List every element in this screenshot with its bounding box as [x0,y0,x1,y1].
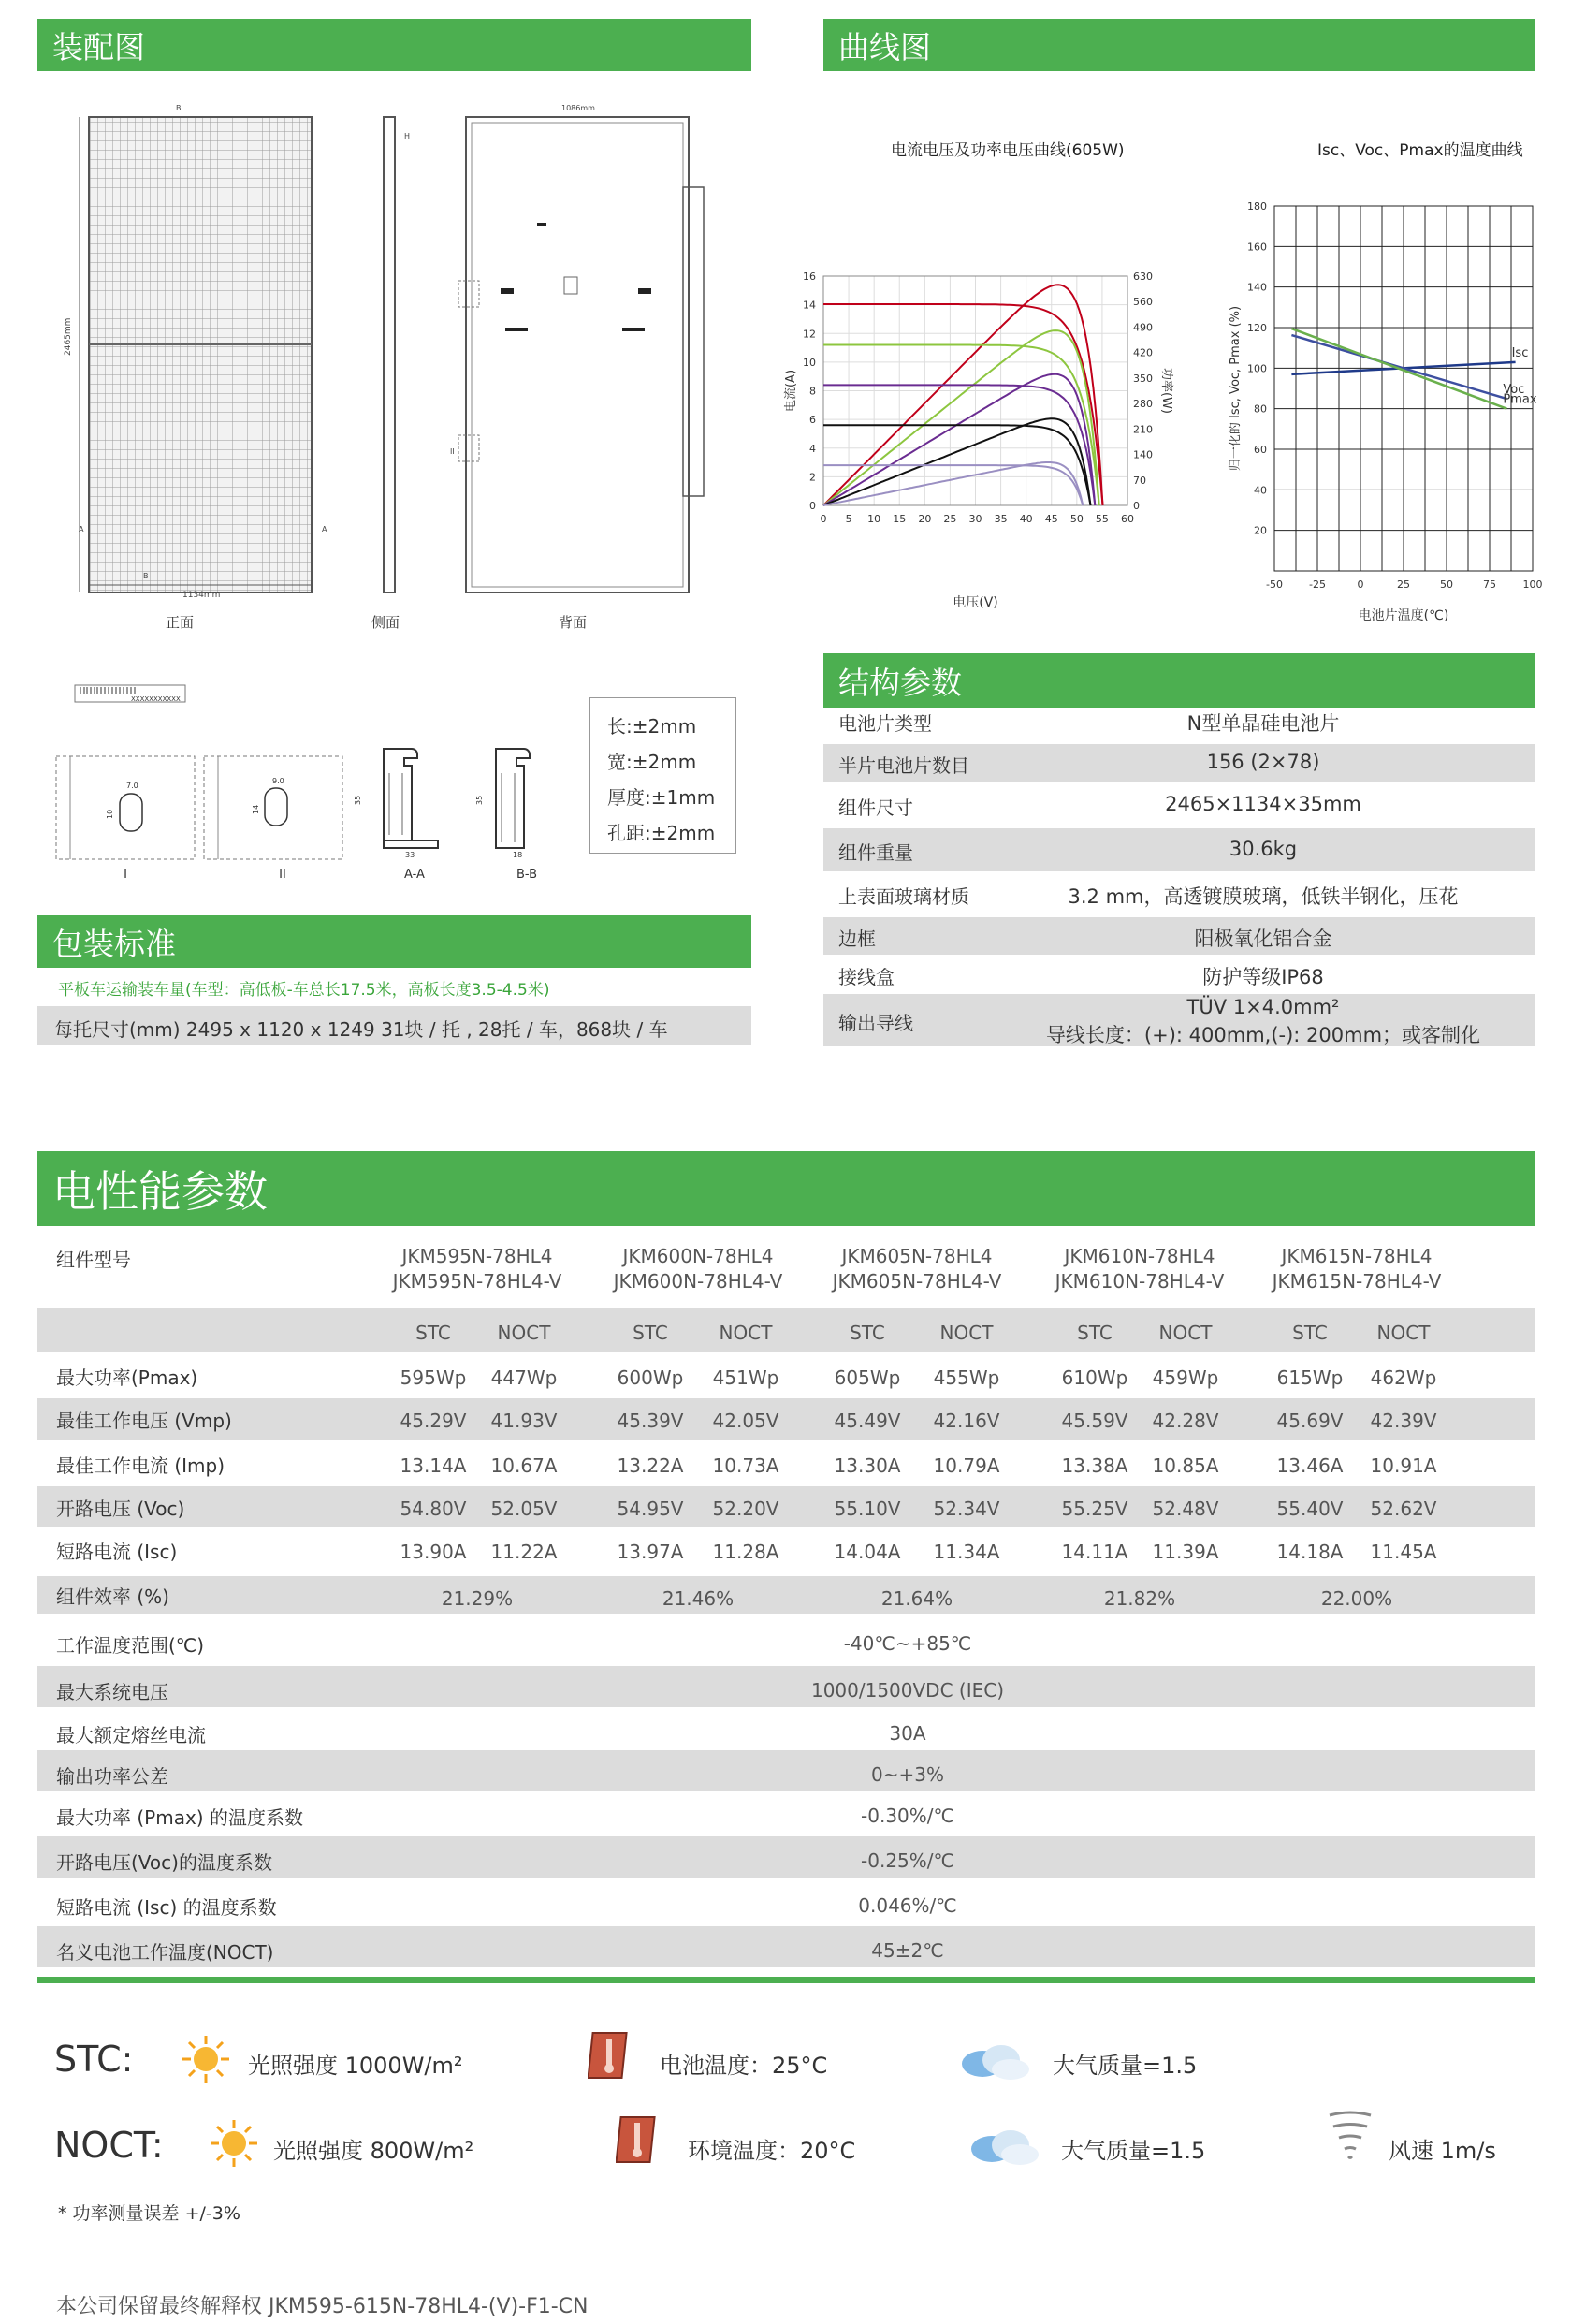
dim-inner-width: 1086mm [561,104,595,112]
x-tick-label: 50 [1440,578,1453,591]
x-axis-label: 电池片温度(℃) [1358,608,1449,623]
row-value: 11.34A [933,1541,1000,1563]
y2-tick-label: 0 [1133,500,1140,512]
row-value: 42.05V [712,1410,779,1432]
common-value: -0.30%/℃ [861,1805,954,1827]
y2-tick-label: 210 [1133,423,1153,436]
structure-value: N型单晶硅电池片 [1186,712,1340,735]
noct-column-label: NOCT [1158,1322,1213,1344]
stc-label: STC: [54,2039,134,2080]
iv-curve-5 [823,465,1083,505]
pv-curve-5 [823,462,1083,505]
iv-chart-title: 电流电压及功率电压曲线(605W) [891,141,1125,160]
row-value: 11.28A [712,1541,779,1563]
model-label: 组件型号 [56,1249,131,1271]
mark-b-top: B [176,104,182,112]
dim-35-aa: 35 [354,795,362,805]
section-assembly-header [37,19,751,71]
dim-18: 18 [513,851,523,859]
row-value: 10.79A [933,1454,1000,1477]
stc-irradiance: 光照强度 1000W/m² [248,2053,463,2079]
row-value: 595Wp [400,1367,467,1389]
y2-tick-label: 280 [1133,398,1153,411]
mark-a-right: A [322,525,327,533]
row-value: 52.48V [1152,1498,1219,1520]
y-tick-label: 160 [1247,241,1267,254]
packaging-note: 平板车运输装车量(车型：高低板-车总长17.5米，高板长度3.5-4.5米) [58,981,550,1000]
model-name-v: JKM605N-78HL4-V [832,1270,1002,1293]
row-value: 41.93V [490,1410,558,1432]
model-name: JKM595N-78HL4 [401,1245,553,1267]
y-tick-label: 2 [809,471,816,484]
row-value: 11.22A [490,1541,558,1563]
x-axis-label: 电压(V) [953,595,998,610]
row-value: 447Wp [490,1367,558,1389]
y-tick-label: 4 [809,442,816,455]
row-value: 45.29V [400,1410,467,1432]
common-value: 1000/1500VDC (IEC) [810,1679,1005,1702]
stc-column-label: STC [633,1322,668,1344]
detail-bb-label: B-B [516,868,538,882]
noct-column-label: NOCT [939,1322,994,1344]
y2-tick-label: 140 [1133,448,1153,461]
profile-bb [496,749,530,848]
common-label: 短路电流 (Isc) 的温度系数 [56,1896,277,1919]
y-tick-label: 10 [803,356,816,369]
row-label: 最佳工作电流 (Imp) [56,1454,225,1477]
structure-value: 防护等级IP68 [1202,966,1324,988]
noct-label: NOCT: [54,2125,164,2166]
row-label: 最大功率(Pmax) [56,1367,198,1389]
efficiency-value: 21.46% [662,1587,735,1610]
thermometer-icon [616,2113,662,2166]
dim-35-bb: 35 [475,795,484,805]
dim-10: 10 [106,809,114,819]
row-value: 13.90A [400,1541,467,1563]
packaging-row [37,1006,751,1045]
row-value: 455Wp [933,1367,1000,1389]
x-tick-label: 50 [1069,513,1084,525]
x-tick-label: 40 [1019,513,1033,525]
common-value: 0~+3% [871,1763,944,1786]
row-label: 短路电流 (Isc) [56,1541,178,1563]
tolerance-thickness: 厚度:±1mm [607,786,716,809]
structure-key: 电池片类型 [838,712,932,735]
efficiency-value: 21.82% [1103,1587,1176,1610]
section-electrical-header [37,1151,1535,1226]
common-label: 名义电池工作温度(NOCT) [56,1941,274,1964]
stc-column-label: STC [850,1322,885,1344]
row-value: 13.30A [834,1454,901,1477]
row-value: 55.10V [834,1498,901,1520]
structure-value: 3.2 mm，高透镀膜玻璃，低铁半钢化，压花 [1068,885,1459,908]
model-name: JKM600N-78HL4 [622,1245,774,1267]
row-value: 45.39V [617,1410,684,1432]
y-tick-label: 60 [1254,444,1267,456]
row-label: 最佳工作电压 (Vmp) [56,1410,232,1432]
y2-tick-label: 630 [1133,270,1153,283]
structure-row [823,957,1535,992]
model-name: JKM615N-78HL4 [1281,1245,1433,1267]
stc-air-mass: 大气质量=1.5 [1053,2053,1198,2079]
structure-value-extra: 导线长度：(+): 400mm,(-): 200mm；或客制化 [1045,1024,1481,1046]
structure-value: 30.6kg [1229,838,1298,860]
noct-column-label: NOCT [719,1322,773,1344]
series-label-voc: Voc [1503,383,1525,398]
y-tick-label: 8 [809,385,816,398]
cloud-icon [954,2036,1031,2083]
row-value: 615Wp [1276,1367,1344,1389]
y-tick-label: 100 [1247,362,1267,375]
row-value: 13.46A [1276,1454,1344,1477]
row-value: 54.95V [617,1498,684,1520]
dim-14: 14 [252,804,260,814]
common-label: 最大系统电压 [56,1681,168,1703]
model-name-v: JKM615N-78HL4-V [1272,1270,1442,1293]
structure-key: 输出导线 [838,1012,913,1034]
efficiency-label: 组件效率 (%) [56,1586,169,1608]
section-structure-header [823,653,1535,708]
common-value: -40℃~+85℃ [843,1632,972,1655]
section-title: 包装标准 [52,925,176,962]
barcode-text: XXXXXXXXXXX [131,695,181,703]
x-tick-label: 30 [968,513,982,525]
x-tick-label: 25 [1397,578,1410,591]
y-tick-label: 80 [1254,402,1267,416]
mark-h: H [404,132,411,140]
x-tick-label: 10 [867,513,881,525]
row-value: 10.73A [712,1454,779,1477]
y-tick-label: 120 [1247,322,1267,334]
dim-33: 33 [405,851,415,859]
structure-row [823,702,1535,739]
row-value: 55.40V [1276,1498,1344,1520]
noct-wind-speed: 风速 1m/s [1389,2138,1496,2164]
x-tick-label: 60 [1121,513,1134,525]
x-tick-label: 55 [1095,513,1109,525]
row-value: 462Wp [1370,1367,1437,1389]
model-name: JKM605N-78HL4 [841,1245,993,1267]
common-value: 30A [889,1722,926,1745]
tolerance-width: 宽:±2mm [607,751,697,773]
structure-value: 156 (2×78) [1206,751,1320,773]
row-value: 13.97A [617,1541,684,1563]
y2-tick-label: 420 [1133,346,1153,359]
row-label: 开路电压 (Voc) [56,1498,185,1520]
stc-column-label: STC [1292,1322,1328,1344]
common-label: 工作温度范围(℃) [56,1634,205,1657]
row-value: 45.59V [1061,1410,1128,1432]
row-value: 55.25V [1061,1498,1128,1520]
row-value: 45.69V [1276,1410,1344,1432]
y2-tick-label: 490 [1133,321,1153,334]
back-label: 背面 [558,614,588,631]
structure-row [823,875,1535,913]
efficiency-value: 22.00% [1320,1587,1393,1610]
x-tick-label: 20 [918,513,932,525]
side-panel [384,117,395,592]
structure-key: 边框 [838,928,876,950]
sun-icon [180,2033,232,2085]
back-panel [466,117,689,592]
x-tick-label: 45 [1044,513,1058,525]
efficiency-value: 21.64% [880,1587,953,1610]
footnote: * 功率测量误差 +/-3% [58,2203,240,2224]
model-name-v: JKM610N-78HL4-V [1055,1270,1225,1293]
structure-value: 2465×1134×35mm [1165,793,1361,815]
mark-ii: II [450,447,455,456]
tolerance-length: 长:±2mm [607,715,697,738]
x-tick-label: -50 [1266,578,1283,591]
noct-irradiance: 光照强度 800W/m² [273,2138,474,2164]
efficiency-value: 21.29% [441,1587,514,1610]
row-value: 13.22A [617,1454,684,1477]
y-tick-label: 16 [803,270,816,283]
row-value: 600Wp [617,1367,684,1389]
y-axis-label: 归一化的 Isc, Voc, Pmax (%) [1229,305,1243,472]
row-value: 52.62V [1370,1498,1437,1520]
pv-curve-3 [823,374,1095,505]
common-label: 最大功率 (Pmax) 的温度系数 [56,1806,303,1829]
noct-column-label: NOCT [1376,1322,1431,1344]
temp-chart-title: Isc、Voc、Pmax的温度曲线 [1317,141,1523,160]
y-tick-label: 180 [1247,200,1267,212]
row-value: 605Wp [834,1367,901,1389]
detail-i-frame [56,756,195,859]
structure-row [823,994,1535,1046]
section-title: 结构参数 [838,664,962,701]
x-tick-label: 5 [845,513,852,525]
structure-row [823,744,1535,782]
detail-aa-label: A-A [404,868,425,882]
series-label-pmax: Pmax [1503,392,1537,407]
mark-a-left: A [79,525,84,533]
assembly-drawing [37,94,767,646]
common-value: -0.25%/℃ [861,1849,954,1872]
y-tick-label: 140 [1247,281,1267,294]
dim-9: 9.0 [272,777,284,785]
y-tick-label: 12 [803,328,816,341]
structure-value: 阳极氧化铝合金 [1194,928,1332,950]
row-value: 610Wp [1061,1367,1128,1389]
row-value: 10.85A [1152,1454,1219,1477]
common-label: 输出功率公差 [56,1765,168,1788]
profile-aa [384,749,417,840]
model-name-v: JKM600N-78HL4-V [613,1270,783,1293]
section-title: 装配图 [52,28,145,66]
stc-cell-temp: 电池温度：25°C [660,2053,828,2079]
row-value: 14.18A [1276,1541,1344,1563]
structure-key: 半片电池片数目 [838,754,969,777]
section-title: 曲线图 [838,28,931,66]
thermometer-icon [588,2029,634,2082]
row-value: 10.67A [490,1454,558,1477]
detail-i-label: I [124,868,127,882]
packaging-line: 每托尺寸(mm) 2495 x 1120 x 1249 31块 / 托 , 28托 / 车，868块 / 车 [54,1018,668,1041]
iv-curve-3 [823,385,1095,505]
section-packaging-header [37,915,751,968]
dim-height: 2465mm [64,317,73,356]
model-name: JKM610N-78HL4 [1064,1245,1215,1267]
front-label: 正面 [165,614,195,631]
y-tick-label: 40 [1254,484,1267,497]
x-tick-label: 35 [994,513,1008,525]
section-curves-header [823,19,1535,71]
row-value: 42.39V [1370,1410,1437,1432]
x-tick-label: 0 [820,513,827,525]
noct-ambient-temp: 环境温度：20°C [688,2138,856,2164]
row-value: 52.20V [712,1498,779,1520]
stc-column-label: STC [415,1322,451,1344]
series-label-isc: Isc [1511,345,1529,360]
footer: 本公司保留最终解释权 JKM595-615N-78HL4-(V)-F1-CN [56,2295,589,2318]
dim-width: 1134mm [182,591,221,600]
series-line-voc [1291,335,1506,399]
row-value: 10.91A [1370,1454,1437,1477]
common-label: 开路电压(Voc)的温度系数 [56,1851,272,1874]
dim-7: 7.0 [126,782,138,790]
structure-key: 上表面玻璃材质 [838,885,969,908]
common-value: 45±2℃ [871,1939,944,1962]
x-tick-label: -25 [1309,578,1326,591]
row-value: 42.16V [933,1410,1000,1432]
model-name-v: JKM595N-78HL4-V [392,1270,562,1293]
row-value: 13.38A [1061,1454,1128,1477]
noct-column-label: NOCT [497,1322,551,1344]
x-tick-label: 0 [1357,578,1364,591]
row-value: 42.28V [1152,1410,1219,1432]
structure-row [823,828,1535,871]
x-tick-label: 25 [943,513,957,525]
detail-ii-frame [204,756,342,859]
row-value: 14.11A [1061,1541,1128,1563]
row-value: 52.34V [933,1498,1000,1520]
y2-tick-label: 70 [1133,474,1146,487]
tolerance-hole: 孔距:±2mm [607,822,716,844]
y-tick-label: 20 [1254,524,1267,537]
row-value: 13.14A [400,1454,467,1477]
row-value: 11.39A [1152,1541,1219,1563]
row-value: 451Wp [712,1367,779,1389]
mark-b-bottom: B [143,572,149,580]
structure-key: 组件重量 [838,841,913,864]
x-tick-label: 100 [1522,578,1543,591]
y2-axis-label: 功率(W) [1159,368,1173,414]
common-label: 最大额定熔丝电流 [56,1724,206,1747]
row-value: 45.49V [834,1410,901,1432]
y-axis-label: 电流(A) [784,369,798,413]
series-line-pmax [1291,329,1506,409]
x-tick-label: 15 [893,513,907,525]
x-tick-label: 75 [1483,578,1496,591]
stc-column-label: STC [1077,1322,1113,1344]
sun-icon [208,2117,260,2170]
detail-ii-label: II [279,868,286,882]
wind-icon [1324,2108,1376,2168]
y-tick-label: 0 [809,500,816,512]
row-value: 52.05V [490,1498,558,1520]
temperature-chart [1226,187,1567,636]
divider [37,1977,1535,1983]
row-value: 14.04A [834,1541,901,1563]
structure-key: 接线盒 [838,966,895,988]
common-value: 0.046%/℃ [858,1894,957,1917]
side-label: 侧面 [371,614,400,631]
y-tick-label: 14 [803,299,816,312]
y2-tick-label: 350 [1133,372,1153,385]
row-value: 11.45A [1370,1541,1437,1563]
noct-air-mass: 大气质量=1.5 [1061,2138,1206,2164]
y-tick-label: 6 [809,414,816,427]
structure-row [823,917,1535,955]
tolerance-box [589,697,736,854]
front-panel [89,117,312,592]
structure-key: 组件尺寸 [838,797,913,819]
structure-value: TÜV 1×4.0mm² [1186,996,1340,1018]
row-value: 459Wp [1152,1367,1219,1389]
row-value: 54.80V [400,1498,467,1520]
iv-curve-1 [823,304,1103,505]
structure-row [823,786,1535,824]
iv-chart [781,253,1221,627]
cloud-icon [964,2121,1040,2168]
y2-tick-label: 560 [1133,296,1153,309]
section-title: 电性能参数 [52,1166,268,1217]
